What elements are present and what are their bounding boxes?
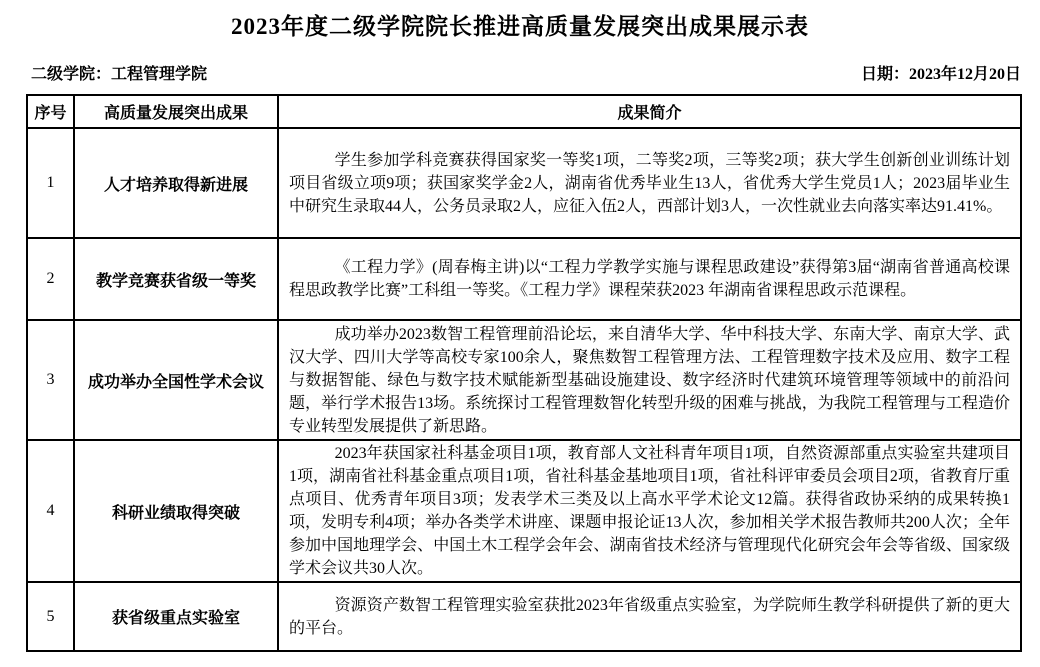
header-serial-number: 序号 (27, 95, 74, 128)
meta-row (31, 61, 1021, 84)
table-row (27, 320, 1021, 440)
row-number: 4 (27, 440, 74, 582)
summary-cell (278, 238, 1021, 320)
achievement-name: 科研业绩取得突破 (74, 440, 278, 582)
summary-cell (278, 320, 1021, 440)
header-summary: 成果简介 (278, 95, 1021, 128)
row-number: 2 (27, 238, 74, 320)
table-row (27, 128, 1021, 238)
achievement-summary: 学生参加学科竞赛获得国家奖一等奖1项，二等奖2项，三等奖2项；获大学生创新创业训练计划项目省级立项9项；获国家奖学金2人，湖南省优秀毕业生13人，省优秀大学生党员1人；2023届毕业生中研究生录取44人，公务员录取2人，应征入伍2人，西部计划3人，一次性就业去向落实率达91.41%。 (289, 151, 1010, 215)
achievements-table (26, 94, 1022, 652)
page-title: 2023年度二级学院院长推进高质量发展突出成果展示表 (231, 14, 809, 39)
achievement-summary: 2023年获国家社科基金项目1项，教育部人文社科青年项目1项，自然资源部重点实验室共建项目1项，湖南省社科基金重点项目1项，省社科基金基地项目1项，省社科评审委员会项目2项，省教育厅重点项目、优秀青年项目3项；发表学术三类及以上高水平学术论文12篇。获得省政协采纳的成果转换1项，发明专利4项；举办各类学术讲座、课题申报论证13人次，参加相关学术报告教师共200人次；全年参加中国地理学会、中国土木工程学会年会、湖南省技术经济与管理现代化研究会年会等省级、国家级学术会议共30人次。 (289, 445, 1010, 577)
row-number: 5 (27, 582, 74, 651)
achievement-summary: 资源资产数智工程管理实验室获批2023年省级重点实验室，为学院师生教学科研提供了新的更大的平台。 (289, 596, 1010, 637)
achievement-name: 成功举办全国性学术会议 (74, 320, 278, 440)
row-number: 3 (27, 320, 74, 440)
college-label: 二级学院：工程管理学院 (31, 66, 208, 83)
table-row (27, 582, 1021, 651)
summary-cell (278, 582, 1021, 651)
summary-cell (278, 128, 1021, 238)
header-achievement: 高质量发展突出成果 (74, 95, 278, 128)
row-number: 1 (27, 128, 74, 238)
table-row (27, 440, 1021, 582)
date-label: 日期：2023年12月20日 (860, 66, 1021, 83)
achievement-name: 人才培养取得新进展 (74, 128, 278, 238)
achievement-summary: 成功举办2023数智工程管理前沿论坛，来自清华大学、华中科技大学、东南大学、南京大学、武汉大学、四川大学等高校专家100余人，聚焦数智工程管理方法、工程管理数字技术及应用、数字工程与数据智能、绿色与数字技术赋能新型基础设施建设、数字经济时代建筑环境管理等领域中的前沿问题，举行学术报告13场。系统探讨工程管理数智化转型升级的困难与挑战，为我院工程管理与工程造价专业转型发展提供了新思路。 (289, 325, 1010, 435)
summary-cell (278, 440, 1021, 582)
achievement-name: 教学竞赛获省级一等奖 (74, 238, 278, 320)
achievement-name: 获省级重点实验室 (74, 582, 278, 651)
table-header-row (27, 95, 1021, 128)
achievement-summary: 《工程力学》(周春梅主讲)以“工程力学教学实施与课程思政建设”获得第3届“湖南省普通高校课程思政教学比赛”工科组一等奖。《工程力学》课程荣获2023 年湖南省课程思政示范课程。 (289, 259, 1010, 299)
table-row (27, 238, 1021, 320)
